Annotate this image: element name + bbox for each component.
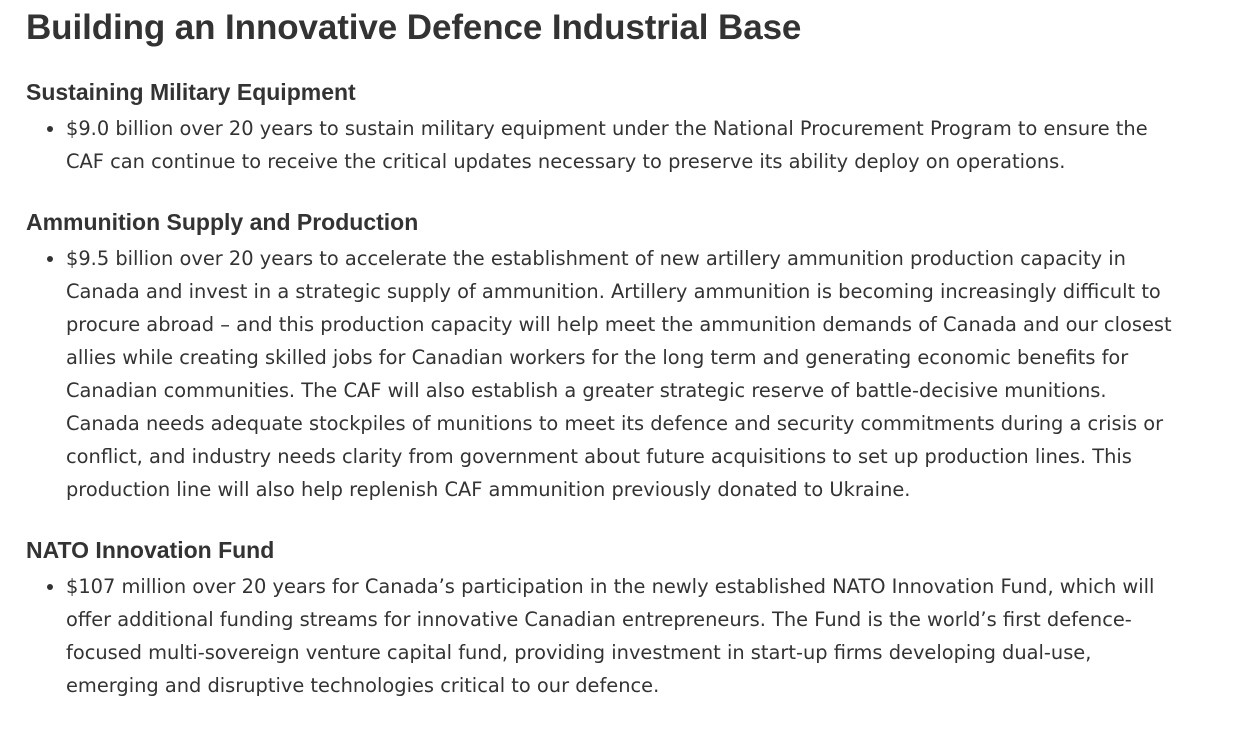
list-item-text: $107 million over 20 years for Canada’s participation in the newly established NATO Innovation Fund, which will offer additional funding streams for innovative Canadian entrepreneurs. The Fund is the world’s first defence-focused multi-sovereign venture capital fund, providing investment in start-up firms developing dual-use, emerging and disruptive technologies critical to our defence. bbox=[66, 575, 1155, 697]
page-title: Building an Innovative Defence Industrial Base bbox=[26, 8, 802, 47]
bullet-list bbox=[26, 242, 1186, 506]
section-heading: Sustaining Military Equipment bbox=[26, 79, 356, 105]
bullet-icon bbox=[47, 256, 53, 262]
bullet-list bbox=[26, 112, 1186, 178]
list-item bbox=[66, 242, 1186, 506]
section-heading: Ammunition Supply and Production bbox=[26, 209, 419, 235]
bullet-icon bbox=[47, 126, 53, 132]
document-page bbox=[0, 7, 1186, 702]
list-item bbox=[66, 112, 1186, 178]
section-nato-innovation-fund bbox=[26, 535, 1186, 702]
list-item-text: $9.5 billion over 20 years to accelerate the establishment of new artillery ammunition production capacity in Canada and invest in a strategic supply of ammunition. Artillery ammunition is becoming increasingly difficult to procure abroad – and this production capacity will help meet the ammunition demands of Canada and our closest allies while creating skilled jobs for Canadian workers for the long term and generating economic benefits for Canadian communities. The CAF will also establish a greater strategic reserve of battle-decisive munitions. Canada needs adequate stockpiles of munitions to meet its defence and security commitments during a crisis or conflict, and industry needs clarity from government about future acquisitions to set up production lines. This production line will also help replenish CAF ammunition previously donated to Ukraine. bbox=[66, 247, 1172, 501]
section-ammunition-supply-and-production bbox=[26, 207, 1186, 506]
section-heading: NATO Innovation Fund bbox=[26, 537, 275, 563]
bullet-list bbox=[26, 570, 1186, 702]
list-item bbox=[66, 570, 1186, 702]
section-sustaining-military-equipment bbox=[26, 77, 1186, 178]
bullet-icon bbox=[47, 584, 53, 590]
list-item-text: $9.0 billion over 20 years to sustain military equipment under the National Procurement Program to ensure the CAF can continue to receive the critical updates necessary to preserve its ability deploy on operations. bbox=[66, 117, 1148, 173]
